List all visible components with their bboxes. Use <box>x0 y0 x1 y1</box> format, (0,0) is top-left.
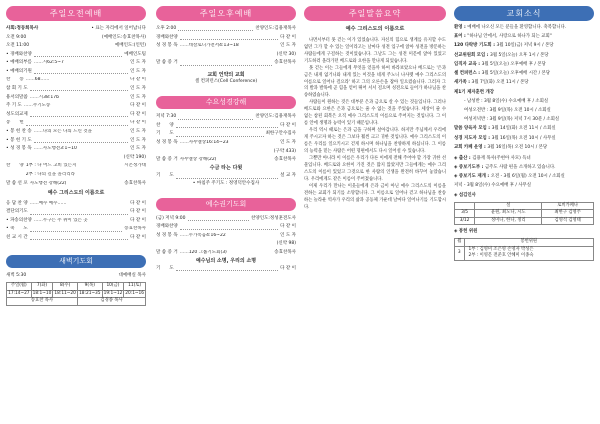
order-person: 다 같 이 <box>280 266 296 272</box>
news-item <box>454 43 594 50</box>
leader-dots <box>30 228 122 232</box>
news-item <box>454 165 594 172</box>
order-line <box>6 85 146 94</box>
ministry-table <box>454 238 594 260</box>
news-text: 3월 10일(금) 저녁 9시 / 본당 <box>496 43 554 49</box>
leader-dots <box>176 267 278 271</box>
leader-dots <box>34 139 128 143</box>
summary-paragraph: 그뿐만 아니라 이 이름은 우리가 다른 이에게 전해 주어야 할 가장 귀한 선물입니다. 베드로와 요한이 가진 것은 많지 않았지만 그들에게는 예수 그리스도의 이름이 있었고 그것으로 한 사람의 인생을 완전히 바꾸어 놓았습니다. 우리에게도 같은 이름이 주어졌습니다. <box>304 156 446 182</box>
order-line <box>6 208 146 217</box>
news-text: 3월 14일(화) 오전 11시 / 소회실 <box>491 126 556 132</box>
choir-song-1: 1부 : 나 어느 고비 있든지 <box>25 163 77 169</box>
news-item <box>454 80 594 87</box>
news-text: 예배에 나오신 모든 분들을 환영합니다. 축복합니다. <box>467 25 567 30</box>
order-line <box>156 223 296 232</box>
dawn-time: 새벽 5:30 <box>6 272 27 278</box>
order-line <box>156 25 296 34</box>
order-person: 예배인도팀 <box>124 51 146 57</box>
order-person: 인 도 자 <box>130 68 146 74</box>
wednesday-order <box>156 113 296 147</box>
order-label: 친 교 시 간 <box>6 235 28 241</box>
order-label: 주 기 도 <box>6 103 22 109</box>
dawn-passage: 18:11~20 <box>54 290 76 296</box>
dawn-passage: 19:1~12 <box>103 290 123 296</box>
order-line <box>6 102 146 111</box>
stand-note: • 표는 자리에서 일어납니다 <box>91 25 146 31</box>
order-detail: 사무엘상 강해(22) <box>179 157 217 163</box>
news-label: 제1기 제자훈련 개강 <box>454 89 495 95</box>
leader-dots <box>30 211 128 215</box>
sunday-afternoon-column <box>156 6 296 274</box>
order-line <box>6 120 146 129</box>
order-line <box>156 215 296 224</box>
section-header: 주일말씀요약 <box>304 6 446 21</box>
summary-title: 예수 그리스도의 이름으로 <box>345 26 405 32</box>
afternoon-order <box>156 25 296 51</box>
friday-bible-page: (신약 98) <box>276 241 296 247</box>
order-label: 저녁 7:30 <box>156 114 177 120</box>
news-label: 선교위원회 모임 : <box>454 52 491 58</box>
worship-leader-2: 예배인도:(인턴) <box>114 43 146 49</box>
order-person: 송효찬목사 <box>274 157 296 163</box>
order-detail: ……68…… <box>25 77 50 83</box>
service-title: ◈ 섬김인사 <box>454 192 476 198</box>
order-line <box>156 265 296 274</box>
wednesday-title: 수금 타는 다윗 <box>209 164 243 171</box>
leader-dots <box>176 124 278 128</box>
order-detail: ……데살로니가전서4:13~18 <box>179 43 239 49</box>
order-line <box>6 94 146 103</box>
order-person: 다 같 이 <box>280 122 296 128</box>
order-label: • 봉 헌 찬 송 <box>6 129 32 135</box>
leader-dots <box>180 62 273 66</box>
news-list-2 <box>454 126 594 151</box>
order-person: 다 같 이 <box>280 34 296 40</box>
dawn-passage: 18:21~35 <box>79 290 101 296</box>
service-col-head: 설 <box>475 202 542 209</box>
class-line: 여성오전반 : 3월 9일(목) 오전 10시 / 소회실 <box>464 107 551 113</box>
news-text: 3월 5일(오늘) 오후예배 후 / 본당 <box>481 61 546 67</box>
order-label: 성 경 봉 독 <box>156 43 178 49</box>
news-text: 3월 5일(오늘) 오후예배 시간 / 본당 <box>481 71 550 77</box>
service-row <box>455 210 594 217</box>
order-person: 인 도 자 <box>280 232 296 238</box>
news-item <box>454 62 594 69</box>
order-detail: ……나의 모든 나의 드린 것을 <box>33 129 92 135</box>
order-line <box>6 226 146 235</box>
leader-dots <box>178 27 253 31</box>
leader-dots <box>188 217 249 221</box>
order-person: 찬양인도:김용재목사 <box>255 25 296 31</box>
news-text: 3월 16일(목) 오전 10시 / 사무실 <box>491 135 556 141</box>
service-cell: 윤원, 최노나, 시도 <box>475 210 542 217</box>
preacher: 송효찬목사 <box>124 180 146 186</box>
ministry-col-head: 월 <box>455 239 465 246</box>
order-line <box>6 128 146 137</box>
order-label: • 경배와찬양 <box>6 51 32 57</box>
order-person: 다 같 이 <box>130 120 146 126</box>
order-label: 경배와찬양 <box>156 34 178 40</box>
order-label: 응 답 찬 양 <box>6 200 28 206</box>
news-label: 교회 카페 운영 : <box>454 144 488 150</box>
church-news-column <box>454 6 594 261</box>
news-label: 120 다락방 기도회 : <box>454 43 497 49</box>
order-person: 다 같 이 <box>130 209 146 215</box>
order-label: 참 회 기 도 <box>6 86 28 92</box>
leader-dots <box>178 116 253 120</box>
order-person: 설 교 자 <box>280 173 296 179</box>
order-line <box>6 200 146 209</box>
order-label: • 파송의찬양 <box>6 217 32 223</box>
sermon-label: 말 씀 선 포 <box>6 180 28 186</box>
dawn-day: 8(수) <box>53 283 78 290</box>
order-line <box>6 51 146 60</box>
order-person: 인 도 자 <box>130 129 146 135</box>
time-label: 오전 9:00 <box>6 34 27 40</box>
order-label: 기 도 <box>156 173 174 179</box>
news-item <box>454 90 594 97</box>
order-line <box>156 156 296 165</box>
order-person: 송효찬목사 <box>274 249 296 255</box>
dawn-passage: 18:1~10 <box>32 290 52 296</box>
order-label: • 축 도 <box>6 226 28 232</box>
dawn-prayer-header: 새벽기도회 <box>6 255 146 268</box>
order-line <box>156 42 296 51</box>
news-item <box>454 145 594 152</box>
wednesday-bible-page: (구약 433) <box>273 148 296 154</box>
news-text: 3월 5일(오늘) 오후 1시 / 본당 <box>490 52 549 58</box>
order-line <box>156 130 296 139</box>
leader-dots <box>26 122 128 126</box>
order-person: 인 도 자 <box>280 43 296 49</box>
worship-leader: (예배인도:송효찬목사) <box>101 34 146 40</box>
leader-dots <box>34 70 128 74</box>
order-label: 기 도 <box>156 266 174 272</box>
news-label: 표어 : <box>454 34 468 40</box>
class-line: 여성저녁반 : 3월 9일(목) 저녁 7시 30분 / 소회실 <box>464 117 560 123</box>
leader-label: 사회:정동희목사 <box>6 25 39 31</box>
order-line <box>6 111 146 120</box>
choir-label: 찬 양 <box>6 163 24 169</box>
news-text: 저녁 - 3월 8일(수) 수요예배 후 / 사무실 <box>454 183 531 189</box>
service-col-head <box>455 202 475 209</box>
order-label: 성 경 봉 독 <box>156 232 178 238</box>
order-person: 송효찬목사 <box>274 60 296 66</box>
news-text: 3월 7일(화) 오전 11시 / 본당 <box>471 80 529 86</box>
news-item <box>454 156 594 163</box>
leader-dots <box>34 53 122 57</box>
order-line <box>156 113 296 122</box>
summary-paragraph: 이제 우리가 만나는 이웃들에게 은과 금이 아닌 예수 그리스도의 이름을 전하는 교회가 되기를 소망합니다. 그 이름으로 일어나 걷고 하나님을 찬송하는 놀라운 역사가 우리의 삶과 공동체 가운데 날마다 일어나기를 기도합시다. <box>304 183 446 210</box>
order-label: • 예배의부름 <box>6 60 32 66</box>
dawn-passage: 17:14~27 <box>8 290 30 296</box>
order-person: 다 같 이 <box>130 217 146 223</box>
service-cell: 3/12 <box>455 217 475 224</box>
news-label: ◈ 출산 : <box>454 155 473 161</box>
friday-header: 예수권기도회 <box>156 198 296 211</box>
dawn-passage: 20:1~16 <box>125 290 144 296</box>
order-detail: ……주기도송 <box>23 103 51 109</box>
news-item <box>454 34 594 41</box>
order-line <box>156 122 296 131</box>
class-line: - 남성반 : 3월 8일(수) 수요예배 후 / 소회실 <box>464 98 549 104</box>
order-line <box>6 77 146 86</box>
dawn-day: 11(토) <box>124 283 146 290</box>
order-person: 인 도 자 <box>130 94 146 100</box>
closing-order <box>6 200 146 243</box>
service-cell: 김영석 김영태 <box>542 217 594 224</box>
leader-dots <box>30 87 128 91</box>
order-label: 찬 송 <box>6 77 24 83</box>
news-label: 말씀 양육자 모임 : <box>454 126 492 132</box>
summary-paragraph: 우리 역시 때로는 은과 금을 구하며 살아갑니다. 하지만 주님께서 우리에게 주시고자 하는 것은 그보다 훨씬 크고 귀한 것입니다. 예수 그리스도의 이름은 우리를 일으키시고 걷게 하시며 하나님을 찬양하게 하십니다. 그 이름의 능력을 믿는 사람은 어떤 형편에서도 다시 일어설 수 있습니다. <box>304 128 446 155</box>
order-person: 다 같 이 <box>130 103 146 109</box>
order-label: 용서의말씀 <box>6 94 28 100</box>
news-list <box>454 25 594 96</box>
news-label: 새가족 : <box>454 80 472 86</box>
order-label: 기 도 <box>156 131 174 137</box>
order-label: 말 씀 증 거 <box>156 249 178 255</box>
order-person: 인 도 자 <box>280 139 296 145</box>
bible-page: (신약 190) <box>123 154 146 160</box>
dawn-place: 대예배실 목사 <box>118 272 146 278</box>
service-cell: 정미나, 한나, 정리 <box>475 217 542 224</box>
service-row <box>455 217 594 224</box>
afternoon-bible-page: (신약 30) <box>276 51 296 57</box>
wednesday-header: 수요성경강해 <box>156 96 296 109</box>
leader-dots <box>30 236 128 240</box>
conference-title: 교회 언약의 교회 <box>207 71 245 78</box>
order-label: (금) 저녁 9:00 <box>156 215 186 221</box>
dawn-day: 주일(월) <box>7 283 32 290</box>
order-person: 인 도 자 <box>130 137 146 143</box>
section-header: 주일오후예배 <box>156 6 296 21</box>
dawn-day: 10(금) <box>102 283 124 290</box>
news-label: 임직자 교육 : <box>454 61 482 67</box>
news-label: 셀 컨퍼런스 : <box>454 71 482 77</box>
ministry-cell: 3 <box>455 246 465 260</box>
order-person: 다 같 이 <box>280 224 296 230</box>
order-label: 말 씀 증 거 <box>156 157 178 163</box>
order-person: 다 같 이 <box>130 77 146 83</box>
wednesday-note: • 마침주 주기도 : 정영덕안수집사 <box>192 180 260 186</box>
ministry-row <box>455 246 594 260</box>
section-header: 주일오전예배 <box>6 6 146 21</box>
order-line <box>156 172 296 181</box>
news-item <box>454 183 594 190</box>
summary-paragraph: 나면서부터 못 걷는 이가 있었습니다. 자신의 힘으로 생계를 유지할 수도 없던 그가 할 수 있는 일이라고는 날마다 성전 입구에 앉아 성전을 방문하는 사람들에게 구걸하는 것이었습니다. 그날도 그는 성전 미문에 앉아 있었고 기도하러 올라가던 베드로와 요한을 만나게 되었습니다. <box>304 37 446 64</box>
order-line <box>6 234 146 243</box>
conference-subtitle: 셀 컨퍼런스(Cell Conference) <box>194 79 258 85</box>
news-item <box>454 136 594 143</box>
summary-paragraph: 사람들이 원하는 것은 대부분 은과 금으로 살 수 있는 것들입니다. 그러나 베드로와 요한은 은과 금으로는 줄 수 없는 것을 주었습니다. 세상이 줄 수 없는 참된 회복은 오직 예수 그리스도의 이름으로 주어지는 것입니다. 그 이름 안에 생명과 능력이 있기 때문입니다. <box>304 100 446 127</box>
order-line <box>156 249 296 258</box>
order-person: 다 같 이 <box>130 200 146 206</box>
order-detail: ……사도행전3:1~10 <box>33 146 77 152</box>
order-person: 다 같 이 <box>130 111 146 117</box>
ministry-col-head: 봉헌위원 <box>464 239 593 246</box>
order-person: 찬양인도:정성훈전도사 <box>251 215 296 221</box>
section-header: 교회소식 <box>454 6 594 21</box>
order-label: • 성 경 봉 독 <box>6 146 32 152</box>
order-person: 찬양인도:김용재목사 <box>255 114 296 120</box>
leader-dots <box>176 175 278 179</box>
leader-dots <box>176 133 264 137</box>
news-item <box>454 71 594 78</box>
summary-paragraph: 못 걷는 이는 그들에게 무엇을 얻을까 하여 바라보았으나 베드로는 '은과 금은 내게 없거니와 내게 있는 이것을 네게 주노니 나사렛 예수 그리스도의 이름으로 일어나 걸으라' 하고 그의 오른손을 잡아 일으켰습니다. 그러자 그의 발과 발목에 곧 힘을 얻어 뛰어 서서 걸으며 성전으로 들어가 하나님을 찬송하였습니다. <box>304 65 446 99</box>
order-label: 찬 양 <box>156 122 174 128</box>
order-of-service <box>6 51 146 154</box>
order-label: • 예배의기원 <box>6 68 32 74</box>
order-detail: ……시62:5~7 <box>33 60 64 66</box>
news-text: 오전 - 3월 6일(월) 오전 10시 / 소회실 <box>490 174 565 180</box>
ministry-title: ◈ 봉헌 위원 <box>454 229 478 235</box>
order-label: 성도의교제 <box>6 111 28 117</box>
order-person: 송효찬목사 <box>124 226 146 232</box>
order-label: 경배와찬양 <box>156 224 178 230</box>
time-label-2: 오전 11:00 <box>6 43 30 49</box>
dawn-day: 7(화) <box>31 283 53 290</box>
order-person: 인 도 자 <box>130 86 146 92</box>
order-detail: ……120 그룹기도회(3) <box>179 249 227 255</box>
order-detail: ……시38:17b <box>29 94 59 100</box>
sunday-morning-column <box>6 6 146 306</box>
order-label: 봉 헌 <box>6 120 24 126</box>
order-line <box>6 145 146 154</box>
order-line <box>156 59 296 68</box>
order-person: 인 도 자 <box>130 60 146 66</box>
order-line <box>156 34 296 43</box>
order-detail: ……사무엘상16:14~23 <box>179 139 229 145</box>
news-item <box>454 126 594 133</box>
order-line <box>156 139 296 148</box>
leader-dots <box>30 113 128 117</box>
service-cell: 최한구 김영주 <box>542 210 594 217</box>
order-detail: ……누가복음4:16~22 <box>179 232 226 238</box>
news-item <box>454 53 594 60</box>
news-item <box>454 25 594 32</box>
dawn-leader-2: 김경종 목사 <box>77 298 145 305</box>
discipleship-classes <box>454 99 594 124</box>
order-person: 다 같 이 <box>130 235 146 241</box>
dawn-leader-1: 송효찬 목사 <box>7 298 78 305</box>
leader-dots <box>180 226 278 230</box>
notice-list <box>454 156 594 190</box>
summary-body <box>304 38 446 212</box>
leader-dots <box>180 36 278 40</box>
order-detail: ……누구든 주 위이 있는 곳 <box>33 217 88 223</box>
news-label: 성경 지도자 모임 : <box>454 135 492 141</box>
service-cell: 3/5 <box>455 210 475 217</box>
sermon-title: 예수 그리스도의 이름으로 <box>47 190 105 197</box>
order-line <box>156 232 296 241</box>
order-label: 오후 2:00 <box>156 25 177 31</box>
news-text: 금주도 사람 편을 소개하고 있습니다. <box>484 164 556 170</box>
order-line <box>6 137 146 146</box>
sermon-series: 사도행전 강해(22) <box>29 180 67 186</box>
order-detail: ……예수 예수…… <box>29 200 67 206</box>
dawn-day: 9(목) <box>77 283 102 290</box>
service-table <box>454 202 594 225</box>
choir-song-2: 2부 : 나의 길을 올리리라 <box>25 172 75 178</box>
service-col-head: 로비카페나 <box>542 202 594 209</box>
news-text: 3월 16일(목) 오전 10시 / 본당 <box>487 144 548 150</box>
order-line <box>6 68 146 77</box>
sermon-summary-column <box>304 6 446 212</box>
friday-title: 예수님의 소명, 우리의 소명 <box>195 257 257 264</box>
news-label: 환영 : <box>454 25 468 30</box>
order-person: 인 도 자 <box>130 146 146 152</box>
order-person: 최한구안수집사 <box>265 131 296 137</box>
order-label: • 봉 헌 기 도 <box>6 137 32 143</box>
choir-name: 시온성가대 <box>124 163 146 169</box>
news-item <box>454 174 594 181</box>
order-label: 말 씀 증 거 <box>156 60 178 66</box>
order-line <box>6 59 146 68</box>
order-label: 결단의기도 <box>6 209 28 215</box>
friday-order <box>156 215 296 241</box>
order-label: 성 경 봉 독 <box>156 139 178 145</box>
news-text: 김용재 목사(주현아 사모) 득녀 <box>472 155 531 161</box>
news-text: "하나님 안에서, 사랑으로 하나가 되는 교회" <box>467 34 552 40</box>
news-label: ◈ 중보기도 재개 : <box>454 174 491 180</box>
order-line <box>6 217 146 226</box>
news-label: ◈ 중보기도부 : <box>454 164 485 170</box>
dawn-schedule-table <box>6 282 146 305</box>
ministry-cell: 1부 : 김영미 조은영 손영자 박성은 2부 : 이영문 전준호 안혜미 이종숙 <box>464 246 593 260</box>
